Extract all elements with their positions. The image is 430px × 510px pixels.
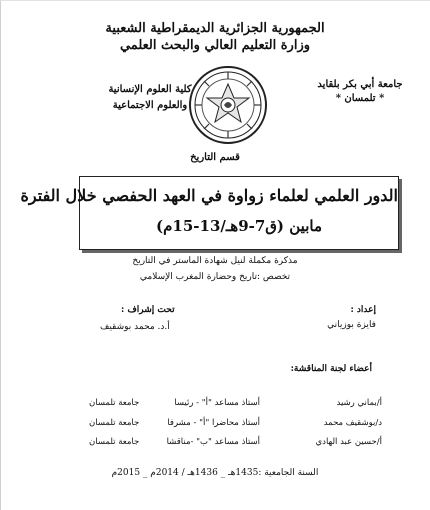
page-border-top — [0, 0, 430, 1]
student-name: فايزة بوزياني — [327, 320, 376, 330]
supervisor-name: أ.د. محمد بوشقيف — [100, 322, 170, 332]
ministry-header: وزارة التعليم العالي والبحث العلمي — [119, 38, 311, 53]
university-city: * تلمسان * — [335, 93, 385, 104]
university-name: جامعة أبي بكر بلقايد — [317, 79, 403, 90]
page-border-left — [0, 0, 1, 510]
jury-member-university: جامعة تلمسان — [89, 398, 140, 408]
jury-label: أعضاء لجنة المناقشة: — [290, 364, 372, 374]
jury-member-name: أ/بماني رشيد — [336, 398, 382, 408]
jury-member-rank: أستاذ مساعد "ب" -مناقشا — [166, 437, 260, 447]
specialization: تخصص :تاريخ وحضارة المغرب الإسلامي — [139, 272, 291, 282]
jury-member-rank: أستاذ مساعد "أ" - رئيسا — [174, 398, 260, 408]
jury-member-rank: أستاذ محاضرا "أ" - مشرفا — [167, 418, 260, 428]
jury-member-university: جامعة تلمسان — [89, 437, 140, 447]
academic-year: السنة الجامعية :1435هـ _ 1436هـ / 2014م _ 2015م — [111, 468, 319, 478]
faculty-line-2: والعلوم الاجتماعية — [112, 100, 188, 111]
jury-member-name: أ/حسين عبد الهادي — [315, 437, 382, 447]
republic-header: الجمهورية الجزائرية الديمقراطية الشعبية — [105, 21, 325, 36]
thesis-title-line-1: الدور العلمي لعلماء زواوة في العهد الحفصي خلال الفترة — [20, 186, 398, 205]
department-name: قسم التاريخ — [190, 152, 240, 163]
jury-member-name: د/بوشقيف محمد — [323, 418, 382, 428]
memo-statement: مذكرة مكملة لنيل شهادة الماستر في التاريخ — [132, 256, 298, 266]
thesis-title-box — [20, 176, 399, 250]
jury-member-university: جامعة تلمسان — [89, 418, 140, 428]
faculty-line-1: كلية العلوم الإنسانية — [108, 84, 192, 95]
supervision-label: تحت إشراف : — [121, 305, 175, 315]
university-seal-icon — [187, 64, 269, 146]
preparation-label: إعداد : — [350, 305, 376, 315]
thesis-title-line-2: مابين (ق7-9هـ/13-15م) — [156, 217, 322, 235]
